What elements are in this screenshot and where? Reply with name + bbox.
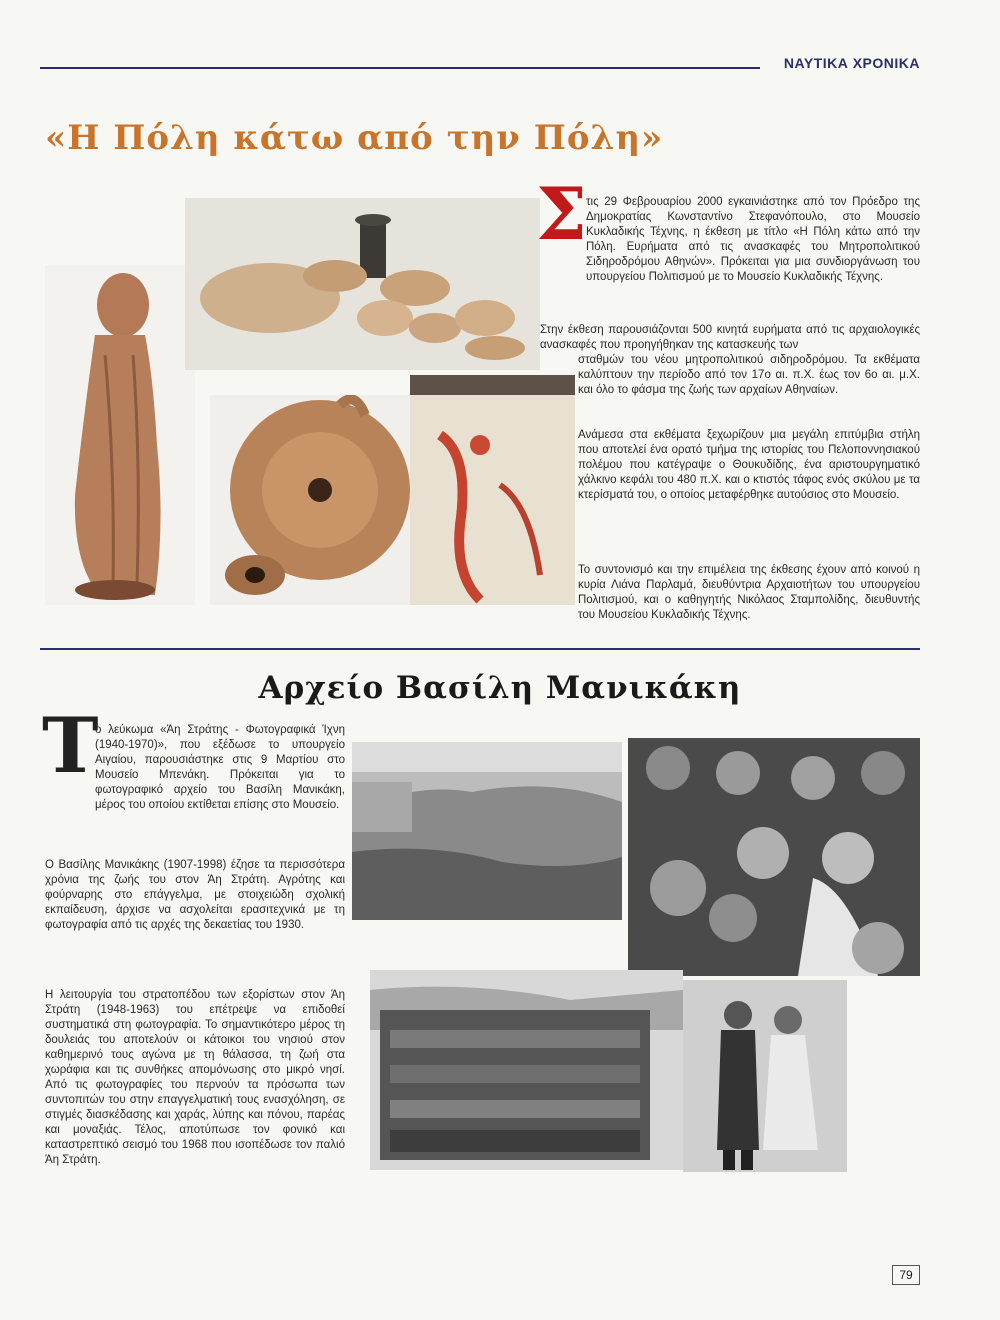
painted-vase-fragment-image: [410, 375, 575, 605]
article2-title: Αρχείο Βασίλη Μανικάκη: [258, 670, 742, 706]
article1-lead: [586, 195, 920, 285]
article1-lead-text: τις 29 Φεβρουαρίου 2000 εγκαινιάστηκε από τον Πρόεδρο της Δημοκρατίας Κωνσταντίνο Στεφανόπουλο, στο Μουσείο Κυκλαδικής Τέχνης, η έκθεση με τίτλο «Η Πόλη κάτω από την Πόλη. Ευρήματα από τις ανασκαφές του Μητροπολιτικού Σιδηροδρόμου Αθηνών». Πρόκειται για μια συνδιοργάνωση του υπουργείου Πολιτισμού με το Μουσείο Κυκλαδικής Τέχνης.: [586, 196, 920, 283]
running-head: ΝΑΥΤΙΚΑ ΧΡΟΝΙΚΑ: [783, 55, 920, 71]
article2-lead-text: ο λεύκωμα «Άη Στράτης - Φωτογραφικά Ίχνη (1940-1970)», που εξέδωσε το υπουργείο Αιγαίου, παρουσιάστηκε στις 9 Μαρτίου στο Μουσείο Μπενάκη. Πρόκειται για το φωτογραφικό αρχείο του Βασίλη Μανικάκη, μέρος του οποίου εκτίθεται επίσης στο Μουσείο.: [95, 724, 345, 811]
article2-paragraph-2: Ο Βασίλης Μανικάκης (1907-1998) έζησε τα περισσότερα χρόνια της ζωής του στον Άη Στράτη. Αγρότης και φούρναρης στο επάγγελμα, με στοιχειώδη σχολική εκπαίδευση, άρχισε να ασχολείται ερασιτεχνικά με τη φωτογραφία από τις αρχές της δεκαετίας του 1930.: [45, 859, 345, 931]
children-costume-photo: [683, 980, 847, 1172]
article1-title: «Η Πόλη κάτω από την Πόλη»: [45, 118, 664, 158]
article1-paragraph-4: Το συντονισμό και την επιμέλεια της έκθεσης έχουν από κοινού η κυρία Λιάνα Παρλαμά, διευθύντρια Αρχαιοτήτων του υπουργείου Πολιτισμού, και ο καθηγητής Νικόλαος Σταμπολίδης, διευθυντής του Μουσείου Κυκλαδικής Τέχνης.: [578, 564, 920, 621]
article1-paragraph-2b: σταθμών του νέου μητροπολιτικού σιδηροδρόμου. Τα εκθέματα καλύπτουν την περίοδο από τον 17ο αι. π.Χ. έως τον 6ο αι. μ.Χ. και όλο το φάσμα της ζωής των αρχαίων Αθηναίων.: [578, 354, 920, 396]
article2-lead: [95, 723, 345, 813]
group-portrait-photo: [370, 970, 683, 1170]
article1-paragraph-2a: Στην έκθεση παρουσιάζονται 500 κινητά ευρήματα από τις αρχαιολογικές ανασκαφές που προηγήθηκαν της κατασκευής των: [540, 324, 920, 351]
terracotta-figurine-image: [45, 265, 195, 605]
article1-dropcap: Σ: [536, 171, 587, 256]
wedding-crowd-photo: [628, 738, 920, 976]
section-divider: [40, 648, 920, 650]
oil-lamp-image: [210, 395, 410, 605]
article1-paragraph-3: Ανάμεσα στα εκθέματα ξεχωρίζουν μια μεγάλη επιτύμβια στήλη που αποτελεί ένα ορατό τμήμα της ιστορίας του Πελοποννησιακού πολέμου που κατέγραψε ο Θουκυδίδης, ένα αριστουργηματικό χάλκινο κεφάλι του 480 π.Χ. και ο κτιστός τάφος ενός σκύλου με τα κτερίσματά του, ο οποίος μεταφέρθηκε αυτούσιος στο Μουσείο.: [578, 429, 920, 501]
article2-dropcap: Τ: [42, 701, 99, 790]
island-landscape-photo: [352, 742, 622, 920]
article2-paragraph-3: Η λειτουργία του στρατοπέδου των εξορίστων στον Άη Στράτη (1948-1963) του επέτρεψε να επιδοθεί συστηματικά στη φωτογραφία. Το σημαντικότερο μέρος τη δουλειάς του αποτελούν οι κάτοικοι του νησιού στον καθημερινό τους αγώνα με τη θάλασσα, τη ζωή στα χωράφια και τις συνθήκες απομόνωσης στο μικρό νησί. Από τις φωτογραφίες του περνούν τα πρόσωπα των συντοπιτών του στην επαγγελματική τους ενασχόληση, σε στιγμές διασκέδασης και χαράς, λύπης και πόνου, παρέας και μοναξιάς. Τέλος, αποτύπωσε τον φονικό και καταστρεπτικό σεισμό του 1968 που ισοπέδωσε τον παλιό Άη Στράτη.: [45, 989, 345, 1166]
header-rule: [40, 67, 760, 69]
pottery-vessels-image: [185, 198, 540, 370]
page-number: 79: [892, 1265, 920, 1285]
